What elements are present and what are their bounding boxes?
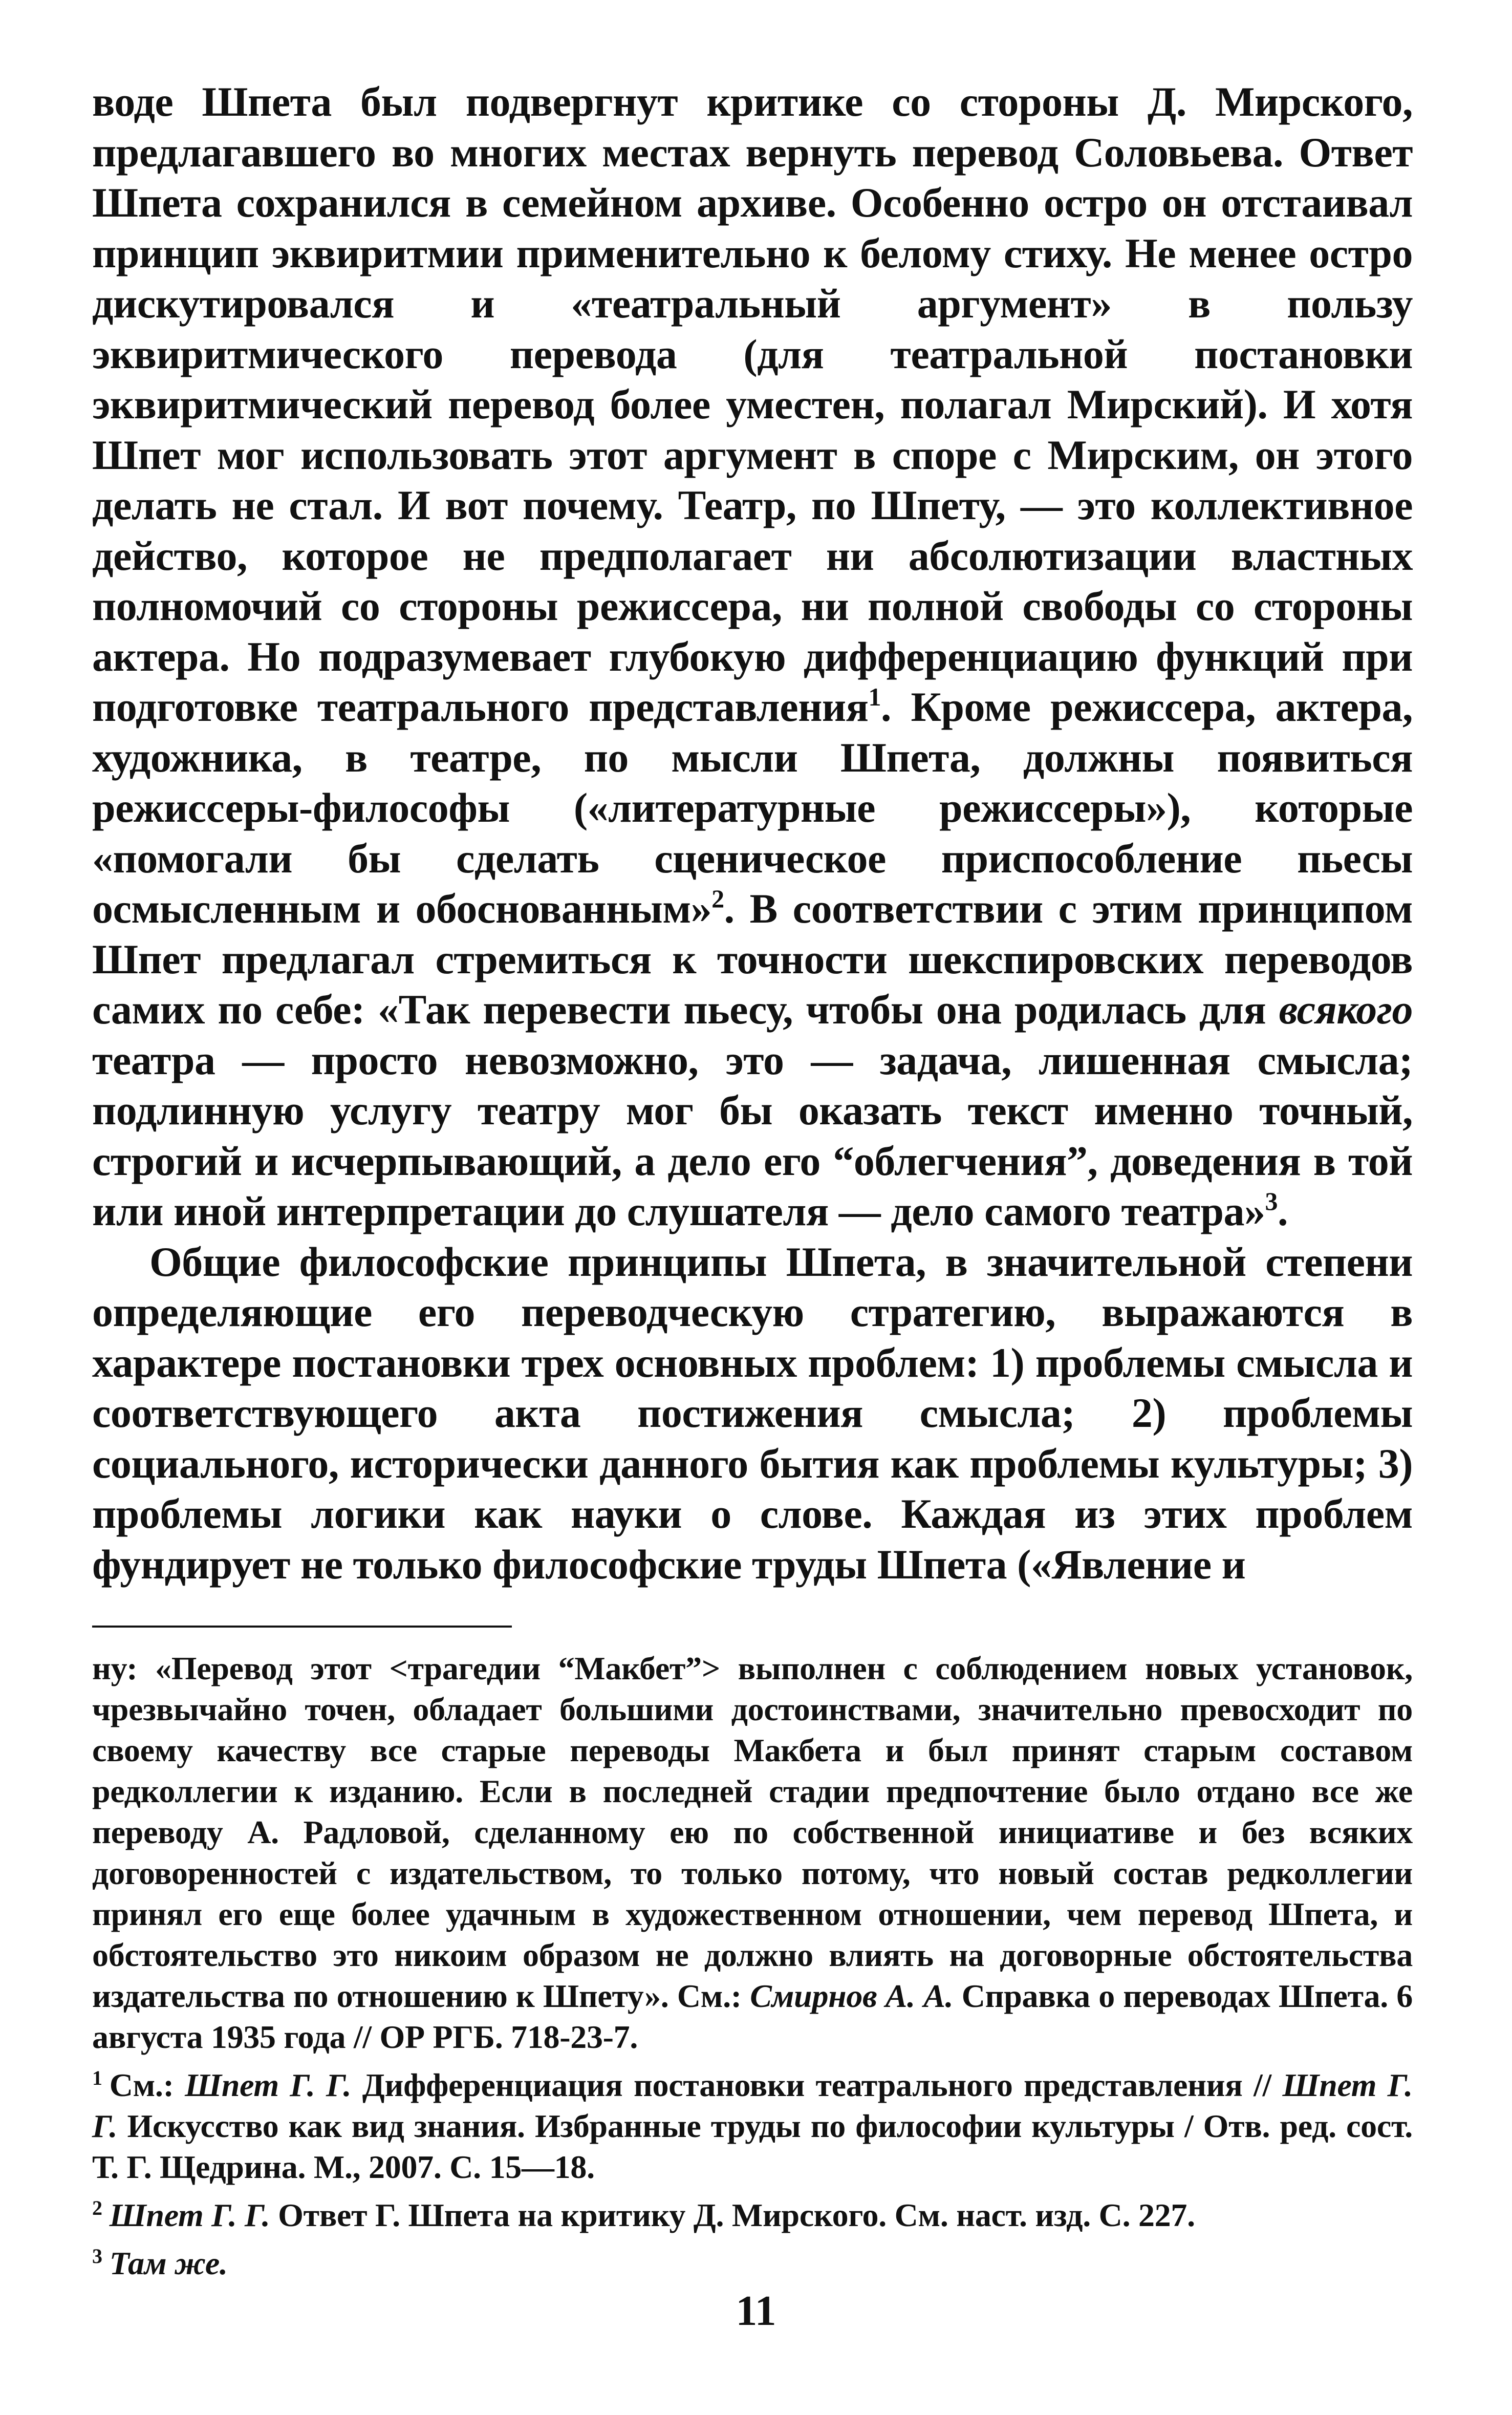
- footnote-ref-3: 3: [1265, 1187, 1278, 1215]
- footnote-1-prefix: См.:: [109, 2067, 185, 2103]
- paragraph-1-part-3: . В соответствии с этим принципом Шпет предлагал стремиться к точности шекспировских переводов самих по себе: «Так перевести пьесу, чтобы она родилась для: [92, 885, 1413, 1033]
- footnote-2-mark: 2: [92, 2196, 102, 2219]
- paragraph-1: [92, 77, 1413, 1237]
- paragraph-2: Общие философские принципы Шпета, в значительной степени определяющие его переводческую стратегию, выражаются в характере постановки трех основных проблем: 1) проблемы смысла и соответствующего акта постижения смысла; 2) проблемы социального, исторически данного бытия как проблемы культуры; 3) проблемы логики как науки о слове. Каждая из этих проблем фундирует не только философские труды Шпета («Явление и: [92, 1238, 1413, 1588]
- footnote-ref-2: 2: [711, 884, 724, 913]
- footnote-1-rest: Искусство как вид знания. Избранные труды по философии культуры / Отв. ред. сост. Т. Г. Щедрина. М., 2007. С. 15—18.: [92, 2108, 1413, 2185]
- footnote-3-text: Там же.: [109, 2245, 228, 2281]
- paragraph-1-part-1: воде Шпета был подвергнут критике со стороны Д. Мирского, предлагавшего во многих местах вернуть перевод Соловьева. Ответ Шпета сохранился в семейном архиве. Особенно остро он отстаивал принцип эквиритмии применительно к белому стиху. Не менее остро дискутировался и «театральный аргумент» в пользу эквиритмического перевода (для театральной постановки эквиритмический перевод более уместен, полагал Мирский). И хотя Шпет мог использовать этот аргумент в споре с Мирским, он этого делать не стал. И вот почему. Театр, по Шпету, — это коллективное действо, которое не предполагает ни абсолютизации властных полномочий со стороны режиссера, ни полной свободы со стороны актера. Но подразумевает глубокую дифференциацию функций при подготовке театрального представления: [92, 78, 1413, 730]
- paragraph-1-part-2: . Кроме режиссера, актера, художника, в театре, по мысли Шпета, должны появиться режиссеры-философы («литературные режиссеры»), которые «помогали бы сделать сценическое приспособление пьесы осмысленным и обоснованным»: [92, 683, 1413, 932]
- footnote-ref-1: 1: [868, 682, 881, 711]
- main-text: [92, 77, 1413, 1590]
- footnote-2-rest: Ответ Г. Шпета на критику Д. Мирского. См. наст. изд. С. 227.: [270, 2197, 1195, 2233]
- paragraph-1-part-5: .: [1277, 1188, 1288, 1234]
- footnote-3: [92, 2236, 1413, 2284]
- footnote-continuation-rest: Справка о переводах Шпета. 6 августа 1935 года // ОР РГБ. 718-23-7.: [92, 1978, 1413, 2055]
- footnote-1-author: Шпет Г. Г.: [185, 2067, 352, 2103]
- footnote-1-author-2: Шпет Г. Г.: [92, 2067, 1413, 2144]
- footnote-2-author: Шпет Г. Г.: [109, 2197, 270, 2233]
- footnote-continuation-author: Смирнов А. А.: [750, 1978, 954, 2014]
- paragraph-1-part-4: театра — просто невозможно, это — задача, лишенная смысла; подлинную услугу театру мог бы оказать текст именно точный, строгий и исчерпывающий, а дело его “облегчения”, доведения в той или иной интерпретации до слушателя — дело самого театра»: [92, 1036, 1413, 1234]
- footnote-1-mark: 1: [92, 2066, 102, 2089]
- book-page: [92, 77, 1413, 2284]
- footnote-1-middle: Дифференциация постановки театрального представления //: [351, 2067, 1283, 2103]
- footnote-continuation: [92, 1648, 1413, 2058]
- footnote-1: [92, 2058, 1413, 2188]
- footnote-2: [92, 2188, 1413, 2236]
- page-number: 11: [736, 2287, 776, 2335]
- footnotes: [92, 1648, 1413, 2284]
- paragraph-1-italic: всякого: [1279, 986, 1413, 1033]
- footnote-3-mark: 3: [92, 2245, 102, 2268]
- footnote-divider: [92, 1626, 512, 1628]
- footnote-continuation-text: ну: «Перевод этот <трагедии “Макбет”> выполнен с соблюдением новых установок, чрезвычайно точен, обладает большими достоинствами, значительно превосходит по своему качеству все старые переводы Макбета и был принят старым составом редколлегии к изданию. Если в последней стадии предпочтение было отдано все же переводу А. Радловой, сделанному ею по собственной инициативе и без всяких договоренностей с издательством, то только потому, что новый состав редколлегии принял его еще более удачным в художественном отношении, чем перевод Шпета, и обстоятельство это никоим образом не должно влиять на договорные обстоятельства издательства по отношению к Шпету». См.:: [92, 1650, 1413, 2014]
